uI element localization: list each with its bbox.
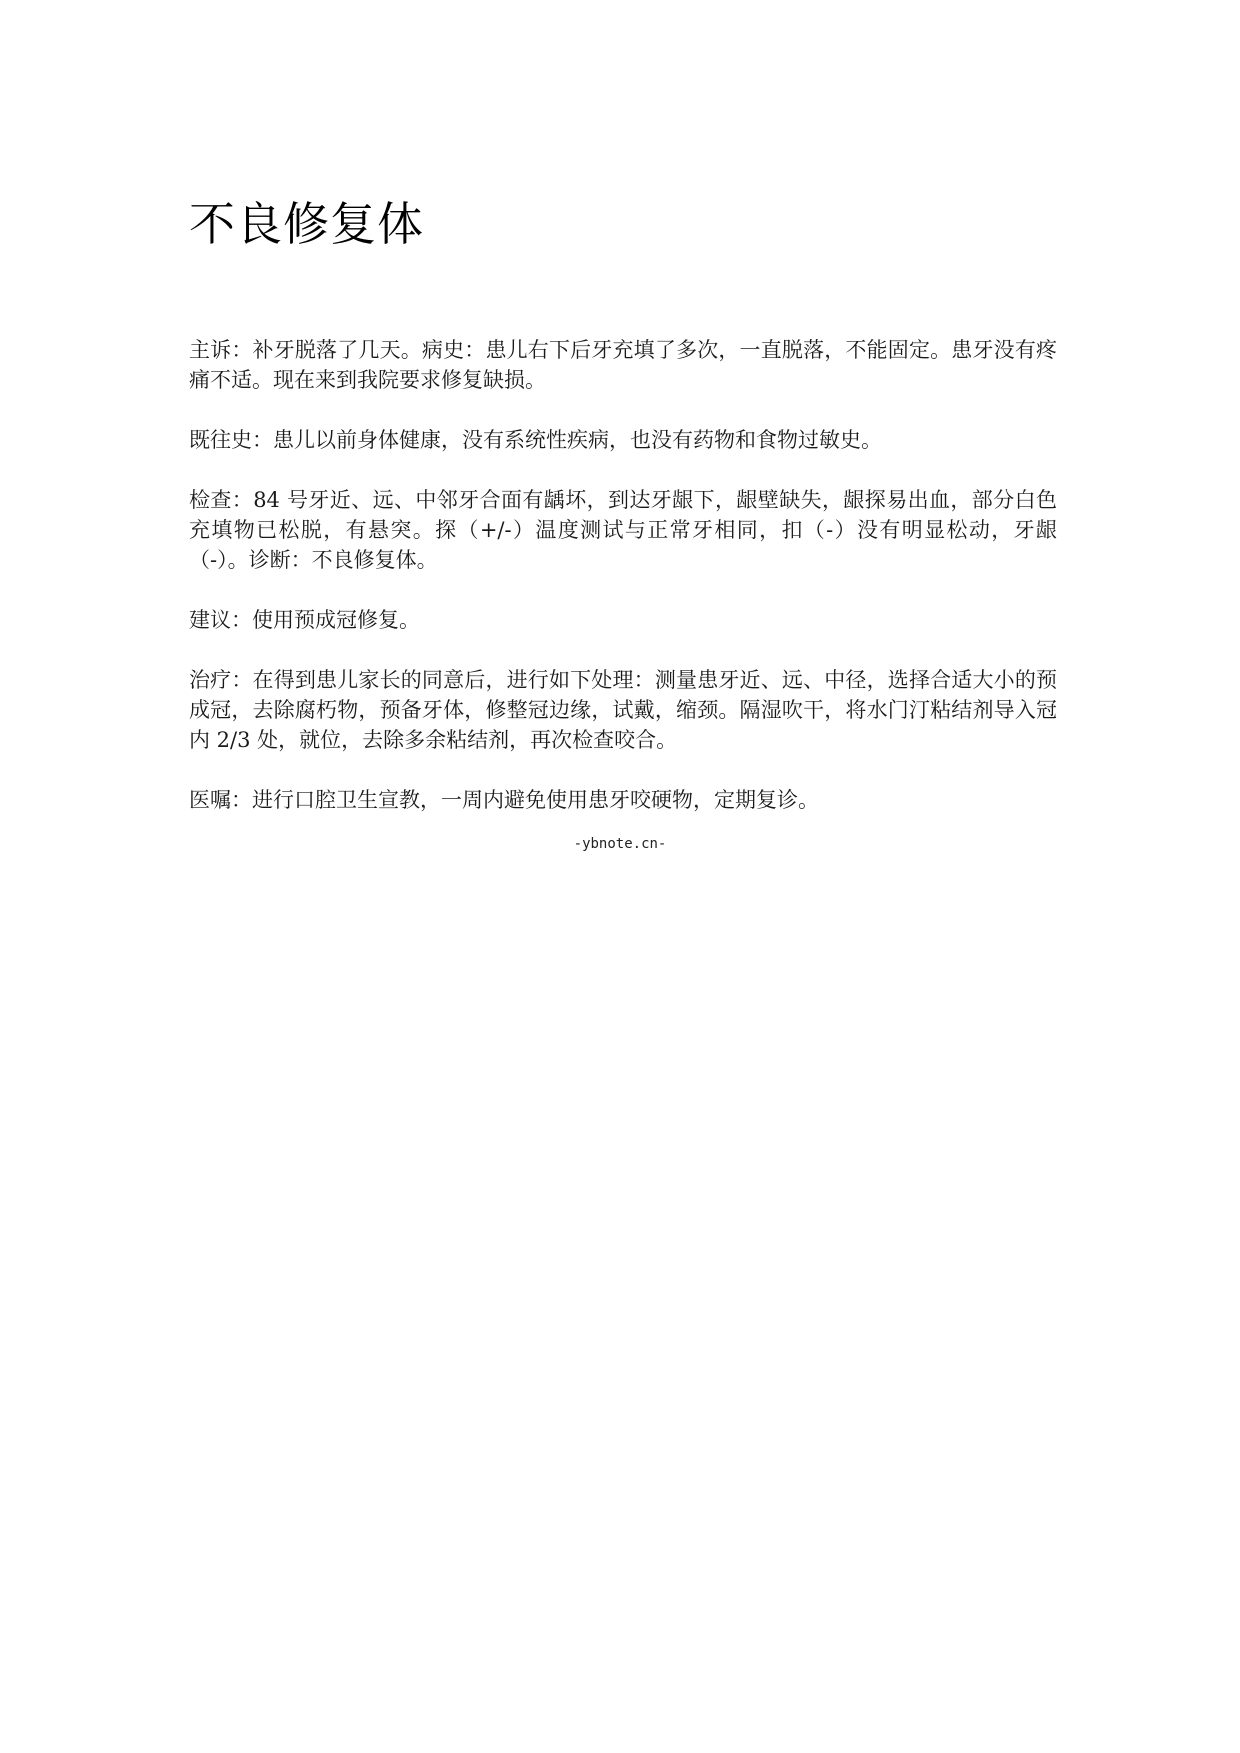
medical-advice-paragraph: 医嘱：进行口腔卫生宣教，一周内避免使用患牙咬硬物，定期复诊。	[189, 788, 819, 812]
treatment-paragraph: 治疗：在得到患儿家长的同意后，进行如下处理：测量患牙近、远、中径，选择合适大小的预成冠，去除腐朽物，预备牙体，修整冠边缘，试戴，缩颈。隔湿吹干，将水门汀粘结剂导入冠内 2/3 处，就位，去除多余粘结剂，再次检查咬合。	[189, 668, 1057, 752]
document-body	[189, 335, 1057, 815]
recommendation-paragraph: 建议：使用预成冠修复。	[189, 608, 420, 632]
document-content	[189, 190, 1057, 845]
examination-paragraph: 检查：84 号牙近、远、中邻牙合面有龋坏，到达牙龈下，龈壁缺失，龈探易出血，部分白色充填物已松脱，有悬突。探（+/-）温度测试与正常牙相同，扣（-）没有明显松动，牙龈（-）。诊断：不良修复体。	[189, 488, 1057, 572]
page-footer-watermark: -ybnote.cn-	[573, 836, 667, 852]
document-title: 不良修复体	[189, 197, 424, 251]
past-history-paragraph: 既往史：患儿以前身体健康，没有系统性疾病，也没有药物和食物过敏史。	[189, 428, 882, 452]
chief-complaint-paragraph: 主诉：补牙脱落了几天。病史：患儿右下后牙充填了多次，一直脱落，不能固定。患牙没有疼痛不适。现在来到我院要求修复缺损。	[189, 338, 1057, 392]
